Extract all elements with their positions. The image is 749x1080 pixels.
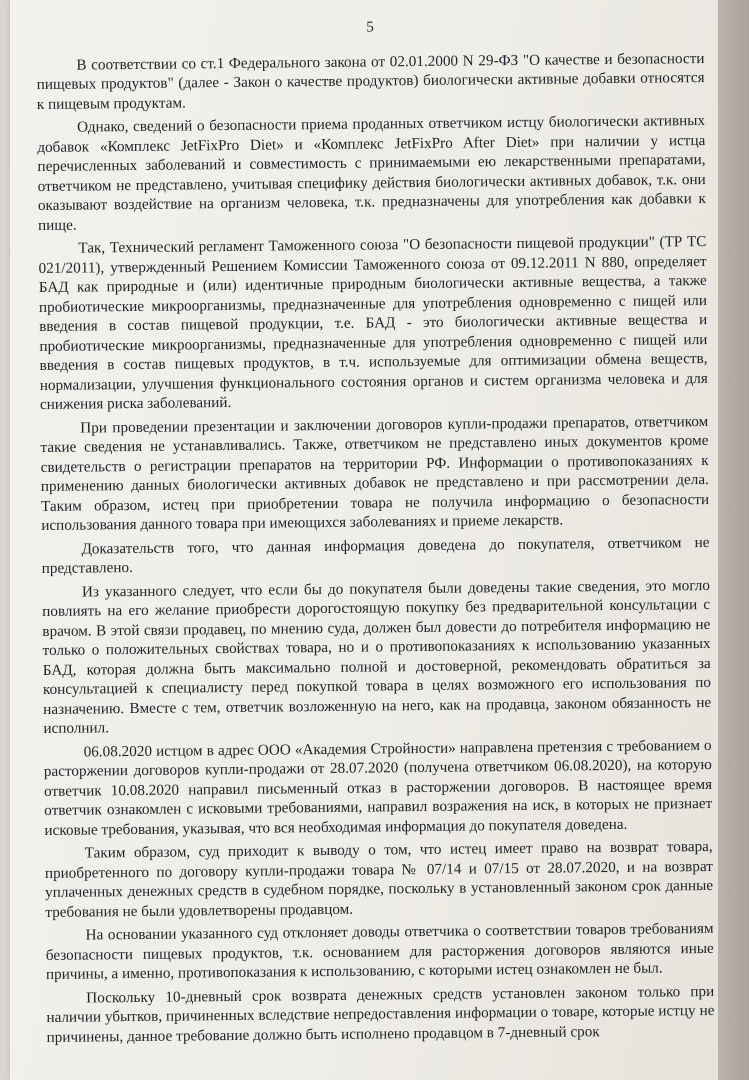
document-page (10, 0, 718, 1080)
paragraph-3: Так, Технический регламент Таможенного союза "О безопасности пищевой продукции" (ТР ТС 021/2011), утвержденный Решением Комиссии Таможенного союза от 09.12.2011 N 880, определяет БАД как природные и (или) идентичные природным биологически активные вещества, а также пробиотические микроорганизмы, предназначенные для употребления одновременно с пищей или введения в состав пищевой продукции, т.е. БАД - это биологически активные вещества и пробиотические микроорганизмы, предназначенные для употребления одновременно с пищей или введения в состав пищевых продуктов, в т.ч. используемые для оптимизации обмена веществ, нормализации, улучшения функционального состояния органов и систем организма человека и для снижения риска заболеваний. (38, 232, 708, 413)
paragraph-6: Из указанного следует, что если бы до покупателя были доведены такие сведения, это могло повлиять на его желание приобрести дорогостоящую покупку без предварительной консультации с врачом. В этой связи продавец, по мнению суда, должен был довести до потребителя информацию не только о положительных свойствах товара, но и о противопоказаниях к использованию указанных БАД, которая должна быть максимально полной и достоверной, рекомендовать обратиться за консультацией к специалисту перед покупкой товара в целях возможного его использования по назначению. Вместе с тем, ответчик возложенную на него, как на продавца, законом обязанность не исполнил. (42, 576, 712, 737)
paragraph-2: Однако, сведений о безопасности приема проданных ответчиком истцу биологически активных добавок «Комплекс JetFixPro Diet» и «Комплекс JetFixPro After Diet» при наличии у истца перечисленных заболеваний и совместимость с принимаемыми ею лекарственными препаратами, ответчиком не представлено, учитывая специфику действия биологически активных добавок, т.к. они оказывают воздействие на организм человека, т.к. предназначены для употребления как добавки к пище. (37, 111, 706, 234)
paragraph-8: Таким образом, суд приходит к выводу о том, что истец имеет право на возврат товара, приобретенного по договору купли-продажи товара № 07/14 и 07/15 от 28.07.2020, и на возврат уплаченных денежных средств в судебном порядке, поскольку в установленный законом срок данные требования не были удовлетворены продавцом. (44, 837, 714, 921)
paragraph-9: На основании указанного суд отклоняет доводы ответчика о соответствии товаров требованиям безопасности пищевых продуктов, т.к. основанием для расторжения договоров являются иные причины, а именно, противопоказания к использованию, с которыми истец ознакомлен не был. (45, 919, 714, 983)
page-number: 5 (366, 19, 374, 36)
paragraph-5: Доказательств того, что данная информация доведена до покупателя, ответчиком не представлено. (41, 533, 710, 577)
paragraph-7: 06.08.2020 истцом в адрес ООО «Академия Стройности» направлена претензия с требованием о расторжении договоров купли-продажи от 28.07.2020 (получена ответчиком 06.08.2020), на которую ответчик 10.08.2020 направил письменный отказ в расторжении договоров. В настоящее время ответчик ознакомлен с исковыми требованиями, направил возражения на иск, в которых не признает исковые требования, указывая, что вся необходимая информация до покупателя доведена. (43, 736, 713, 839)
page-content (36, 15, 715, 1051)
paragraph-4: При проведении презентации и заключении договоров купли-продажи препаратов, ответчиком такие сведения не устанавливались. Также, ответчиком не представлено иных документов кроме свидетельств о регистрации препаратов на территории РФ. Информации о противопоказаниях к применению данных биологически активных добавок не представлено и при рассмотрении дела. Таким образом, истец при приобретении товара не получила информацию о безопасности использования данного товара при имеющихся заболеваниях и приеме лекарств. (40, 412, 710, 534)
paragraph-10: Поскольку 10-дневный срок возврата денежных средств установлен законом только при наличии убытков, причиненных вследствие непредоставления информации о товаре, которые истцу не причинены, данное требование должно быть исполнено продавцом в 7-дневный срок (46, 982, 715, 1046)
paragraph-1: В соответствии со ст.1 Федерального закона от 02.01.2000 N 29-ФЗ "О качестве и безопасности пищевых продуктов" (далее - Закон о качестве продуктов) биологически активные добавки относятся к пищевым продуктам. (36, 49, 705, 113)
background-edge (718, 0, 749, 1080)
